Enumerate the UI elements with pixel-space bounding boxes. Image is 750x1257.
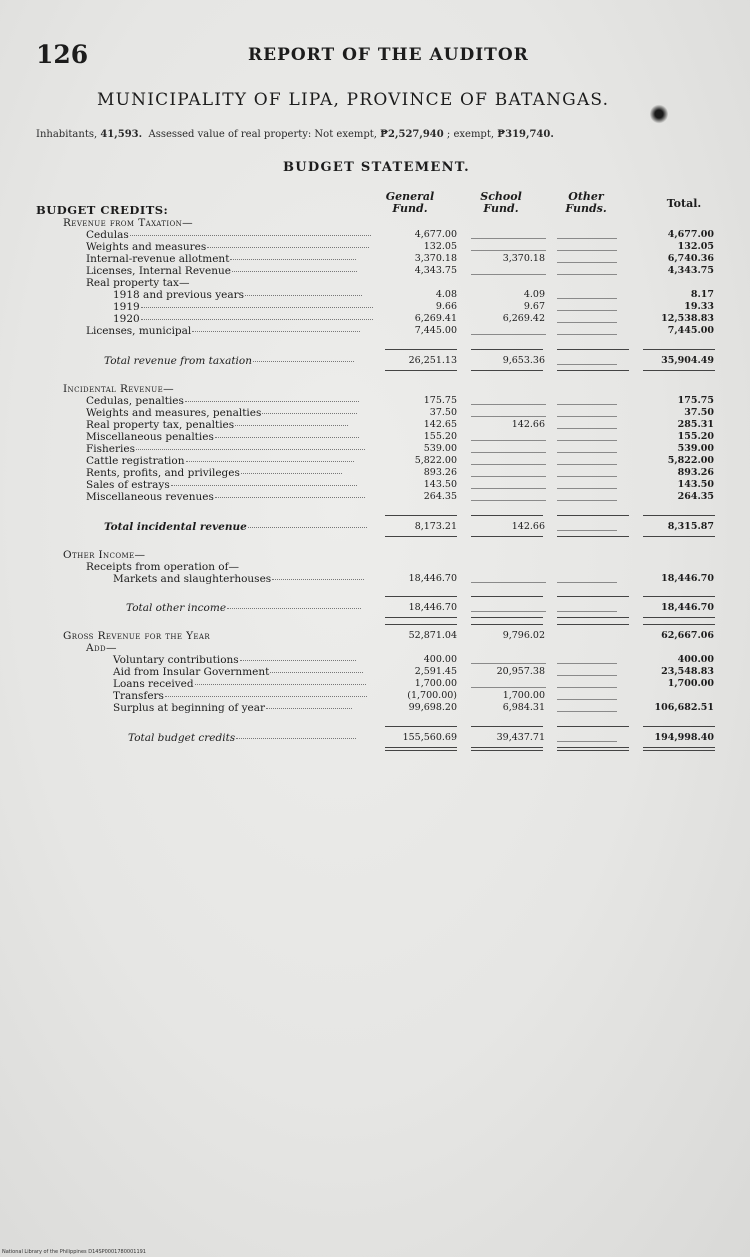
empty-cell-rule [557,464,617,465]
cell-total: 37.50 [684,407,714,418]
dot-leader [266,708,352,709]
cell-total: 155.20 [677,431,714,442]
rule-line [643,349,715,350]
empty-cell-rule [471,500,546,501]
cell-school: 142.66 [511,521,545,532]
row-label-text: Miscellaneous revenues [86,491,214,503]
empty-cell-rule [471,663,546,664]
cell-general: 5,822.00 [414,455,457,466]
row-label [86,407,357,419]
cell-total: 62,667.06 [661,630,714,641]
section-heading: Other Income— [63,549,146,561]
empty-cell-rule [557,250,617,251]
dot-leader [136,449,365,450]
not-exempt-value: ₱2,527,940 [380,129,444,140]
rule-line [471,536,543,537]
row-label [86,325,360,337]
rule-line [557,617,629,618]
rule-line [557,349,629,350]
rule-line [643,750,715,751]
exempt-label: ; exempt, [446,129,495,140]
row-label-text: 1920 [113,313,140,325]
row-label-text: Licenses, municipal [86,325,192,337]
empty-cell-rule [557,741,617,742]
empty-cell-rule [471,250,546,251]
cell-total: 4,343.75 [667,265,714,276]
empty-cell-rule [471,416,546,417]
cell-total: 106,682.51 [654,702,714,713]
rule-line [643,726,715,727]
empty-cell-rule [471,476,546,477]
row-label-text: Voluntary contributions [113,654,239,666]
row-label-text: Total incidental revenue [104,521,247,533]
empty-cell-rule [557,611,617,612]
row-label [86,479,357,491]
row-label-text: Weights and measures [86,241,207,253]
page-number: 126 [36,40,89,69]
rule-line [643,596,715,597]
row-label-text: Sales of estrays [86,479,170,491]
empty-cell-rule [557,310,617,311]
col-school: School Fund. [480,190,522,215]
rule-line [385,515,457,516]
dot-leader [215,437,359,438]
rule-line [385,624,457,625]
rule-line [385,349,457,350]
row-label [113,666,363,678]
row-label-text: Transfers [113,690,164,702]
cell-total: 7,445.00 [667,325,714,336]
col-other: Other Funds. [565,190,607,215]
rule-line [385,596,457,597]
cell-general: 18,446.70 [408,573,457,584]
section-heading: Revenue from Taxation— [63,217,194,229]
row-label-text: Total other income [126,602,227,614]
dot-leader [253,361,354,362]
cell-general: 4,677.00 [414,229,457,240]
dot-leader [185,401,359,402]
empty-cell-rule [557,582,617,583]
cell-general: 18,446.70 [408,602,457,613]
table-row [0,301,750,313]
empty-cell-rule [557,334,617,335]
cell-total: 264.35 [677,491,714,502]
cell-general: 893.26 [423,467,457,478]
cell-school: 6,269.42 [502,313,545,324]
table-row [0,217,750,229]
row-label-text: Cedulas, penalties [86,395,184,407]
row-label-text: Total revenue from taxation [104,355,252,367]
cell-total: 35,904.49 [661,355,714,366]
dot-leader [165,696,367,697]
table-row [0,642,750,654]
row-label [86,467,342,479]
row-label [86,241,369,253]
row-label [86,229,371,241]
dot-leader [240,660,357,661]
cell-school: 6,984.31 [502,702,545,713]
credits-title: BUDGET CREDITS: [36,203,169,217]
cell-total: 194,998.40 [654,732,714,743]
table-row [0,383,750,395]
dot-leader [272,579,364,580]
row-label-text: Receipts from operation of— [86,561,240,573]
table-row [0,630,750,642]
empty-cell-rule [557,500,617,501]
cell-general: 175.75 [423,395,457,406]
table-row [0,289,750,301]
dot-leader [270,672,362,673]
rule-line [385,747,457,748]
cell-general: 1,700.00 [414,678,457,689]
row-label-text: Markets and slaughterhouses [113,573,272,585]
empty-cell-rule [471,238,546,239]
cell-total: 893.26 [677,467,714,478]
row-label-text: Surplus at beginning of year [113,702,266,714]
section-heading: Incidental Revenue— [63,383,174,395]
rule-line [471,747,543,748]
row-label [128,732,356,744]
dot-leader [232,271,357,272]
empty-cell-rule [471,274,546,275]
row-label [86,265,357,277]
ink-smudge [650,104,668,124]
dot-leader [141,307,374,308]
row-label-text: Cattle registration [86,455,185,467]
dot-leader [171,485,357,486]
row-label-text: Loans received [113,678,194,690]
cell-school: 39,437.71 [496,732,545,743]
rule-line [557,726,629,727]
cell-general: 142.65 [423,419,457,430]
row-label [104,355,354,367]
table-row [0,407,750,419]
running-head: REPORT OF THE AUDITOR [248,45,529,65]
table-row [0,549,750,561]
table-row [0,419,750,431]
cell-school: 4.09 [523,289,545,300]
cell-general: 99,698.20 [408,702,457,713]
rule-line [471,349,543,350]
empty-cell-rule [557,322,617,323]
cell-school: 1,700.00 [502,690,545,701]
row-label-text: 1919 [113,301,140,313]
table-row [0,253,750,265]
cell-school: 9,653.36 [502,355,545,366]
row-label [86,431,359,443]
dot-leader [248,527,368,528]
table-row [0,666,750,678]
rule-line [643,624,715,625]
cell-total: 143.50 [677,479,714,490]
table-row [0,654,750,666]
row-label [86,419,348,431]
cell-general: 37.50 [429,407,457,418]
cell-general: (1,700.00) [407,690,457,701]
empty-cell-rule [471,334,546,335]
cell-total: 1,700.00 [667,678,714,689]
assessed-label: Assessed value of real property: Not exempt, [148,129,377,140]
rule-line [557,515,629,516]
cell-general: 52,871.04 [408,630,457,641]
inhabitants-label: Inhabitants, [36,129,98,140]
table-row [0,229,750,241]
cell-total: 12,538.83 [661,313,714,324]
cell-total: 6,740.36 [667,253,714,264]
cell-general: 143.50 [423,479,457,490]
rule-line [385,750,457,751]
empty-cell-rule [471,582,546,583]
rule-line [557,747,629,748]
cell-general: 4,343.75 [414,265,457,276]
row-label-text: Total budget credits [128,732,236,744]
row-label [86,277,189,289]
empty-cell-rule [557,364,617,365]
cell-general: 400.00 [423,654,457,665]
cell-total: 19.33 [684,301,714,312]
inhabitants-line [36,129,554,140]
cell-general: 155,560.69 [402,732,457,743]
dot-leader [195,684,367,685]
dot-leader [141,319,374,320]
row-label-text: Internal-revenue allotment [86,253,230,265]
empty-cell-rule [557,663,617,664]
row-label [104,521,367,533]
dot-leader [215,497,365,498]
table-row [0,313,750,325]
table-row [0,265,750,277]
row-label-text: Fisheries [86,443,135,455]
table-row [0,732,750,744]
empty-cell-rule [557,274,617,275]
row-label [86,561,239,573]
table-row [0,479,750,491]
rule-line [557,596,629,597]
table-row [0,678,750,690]
table-row [0,355,750,367]
rule-line [471,370,543,371]
statement-title: BUDGET STATEMENT. [283,160,470,175]
section-heading: Add— [86,642,117,654]
table-row [0,573,750,585]
dot-leader [227,608,361,609]
empty-cell-rule [557,404,617,405]
cell-general: 9.66 [435,301,457,312]
row-label [126,602,361,614]
rule-line [557,536,629,537]
row-label [113,573,364,585]
rule-line [643,617,715,618]
cell-general: 4.08 [435,289,457,300]
cell-general: 6,269.41 [414,313,457,324]
table-row [0,443,750,455]
table-row [0,467,750,479]
row-label [113,289,362,301]
rule-line [471,617,543,618]
cell-total: 175.75 [677,395,714,406]
empty-cell-rule [471,488,546,489]
row-label [113,654,356,666]
empty-cell-rule [557,440,617,441]
page-title: MUNICIPALITY OF LIPA, PROVINCE OF BATANGAS. [97,90,610,110]
empty-cell-rule [471,452,546,453]
dot-leader [192,331,360,332]
rule-line [385,370,457,371]
cell-total: 18,446.70 [661,573,714,584]
col-total: Total. [666,197,702,210]
rule-line [471,726,543,727]
row-label [113,313,373,325]
empty-cell-rule [557,476,617,477]
table-row [0,602,750,614]
empty-cell-rule [557,530,617,531]
dot-leader [241,473,342,474]
col-general: General Fund. [385,190,435,215]
row-label [113,301,373,313]
empty-cell-rule [471,404,546,405]
table-row [0,241,750,253]
empty-cell-rule [557,298,617,299]
empty-cell-rule [471,611,546,612]
dot-leader [235,425,348,426]
cell-total: 132.05 [677,241,714,252]
inhabitants-value: 41,593. [100,129,143,140]
cell-total: 285.31 [677,419,714,430]
cell-school: 9,796.02 [502,630,545,641]
cell-total: 400.00 [677,654,714,665]
table-row [0,521,750,533]
row-label-text: 1918 and previous years [113,289,245,301]
empty-cell-rule [557,675,617,676]
rule-line [557,750,629,751]
cell-total: 5,822.00 [667,455,714,466]
empty-cell-rule [471,440,546,441]
rule-line [643,747,715,748]
dot-leader [130,235,371,236]
section-heading: Gross Revenue for the Year [63,630,211,642]
empty-cell-rule [557,416,617,417]
table-row [0,325,750,337]
cell-general: 132.05 [423,241,457,252]
table-row [0,455,750,467]
cell-general: 2,591.45 [414,666,457,677]
rule-line [385,617,457,618]
rule-line [557,624,629,625]
dot-leader [262,413,357,414]
row-label [86,395,359,407]
table-row [0,395,750,407]
empty-cell-rule [557,428,617,429]
table-row [0,491,750,503]
table-row [0,702,750,714]
row-label [86,455,354,467]
empty-cell-rule [557,711,617,712]
row-label-text: Miscellaneous penalties [86,431,214,443]
empty-cell-rule [557,262,617,263]
cell-total: 23,548.83 [661,666,714,677]
cell-general: 7,445.00 [414,325,457,336]
rule-line [471,515,543,516]
table-row [0,690,750,702]
empty-cell-rule [471,464,546,465]
empty-cell-rule [557,488,617,489]
row-label [86,443,365,455]
rule-line [643,515,715,516]
cell-total: 539.00 [677,443,714,454]
cell-school: 20,957.38 [496,666,545,677]
cell-total: 4,677.00 [667,229,714,240]
rule-line [471,596,543,597]
empty-cell-rule [557,452,617,453]
rule-line [643,536,715,537]
rule-line [471,750,543,751]
empty-cell-rule [557,699,617,700]
row-label [113,690,367,702]
cell-general: 8,173.21 [414,521,457,532]
rule-line [385,726,457,727]
row-label [86,491,365,503]
cell-general: 3,370.18 [414,253,457,264]
row-label-text: Licenses, Internal Revenue [86,265,231,277]
cell-school: 142.66 [511,419,545,430]
table-row [0,431,750,443]
row-label [113,678,366,690]
rule-line [471,624,543,625]
row-label-text: Cedulas [86,229,129,241]
empty-cell-rule [471,687,546,688]
row-label-text: Aid from Insular Government [113,666,270,678]
dot-leader [236,738,356,739]
cell-general: 26,251.13 [408,355,457,366]
exempt-value: ₱319,740. [497,129,554,140]
cell-general: 539.00 [423,443,457,454]
row-label [86,253,356,265]
cell-school: 3,370.18 [502,253,545,264]
table-row [0,277,750,289]
dot-leader [207,247,369,248]
cell-general: 264.35 [423,491,457,502]
row-label-text: Real property tax, penalties [86,419,235,431]
rule-line [385,536,457,537]
cell-school: 9.67 [523,301,545,312]
cell-general: 155.20 [423,431,457,442]
empty-cell-rule [557,687,617,688]
row-label-text: Weights and measures, penalties [86,407,262,419]
dot-leader [230,259,355,260]
rule-line [643,370,715,371]
rule-line [557,370,629,371]
dot-leader [186,461,354,462]
cell-total: 18,446.70 [661,602,714,613]
row-label [113,702,352,714]
table-row [0,561,750,573]
cell-total: 8.17 [690,289,714,300]
cell-total: 8,315.87 [667,521,714,532]
empty-cell-rule [557,238,617,239]
dot-leader [245,295,362,296]
footer-credit: National Library of the Philippines D14SP0001780001191 [2,1249,146,1255]
row-label-text: Real property tax— [86,277,190,289]
row-label-text: Rents, profits, and privileges [86,467,240,479]
